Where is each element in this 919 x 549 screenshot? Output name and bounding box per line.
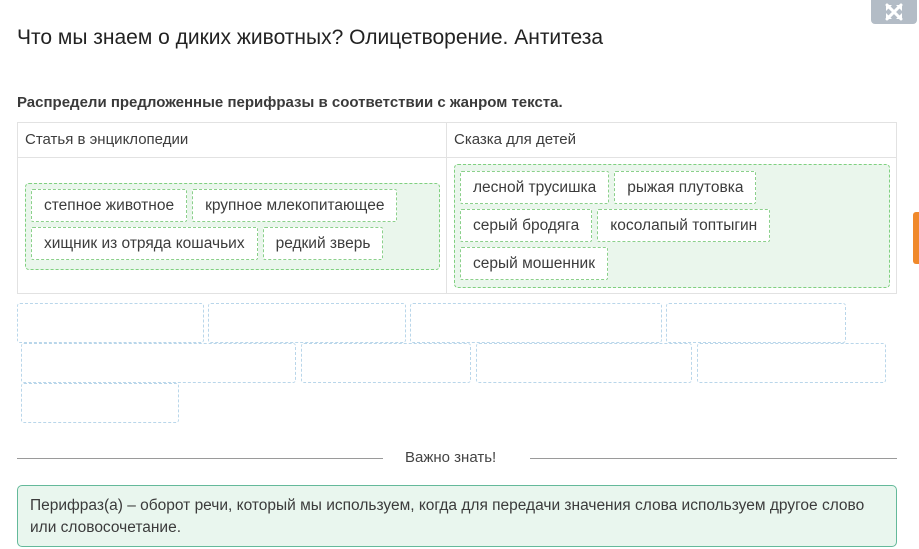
fullscreen-button[interactable]	[871, 0, 917, 24]
empty-chip-slot[interactable]	[476, 343, 692, 383]
answer-chip[interactable]: серый бродяга	[460, 209, 592, 242]
divider-line	[17, 458, 383, 459]
answer-chip[interactable]: косолапый топтыгин	[597, 209, 770, 242]
column-heading: Статья в энциклопедии	[18, 123, 446, 158]
task-instruction: Распредели предложенные перифразы в соответствии с жанром текста.	[17, 94, 563, 111]
answer-chip[interactable]: крупное млекопитающее	[192, 189, 397, 222]
divider-line	[530, 458, 897, 459]
empty-chip-slot[interactable]	[208, 303, 406, 343]
category-column-fairy-tale	[447, 123, 896, 293]
empty-chip-slot[interactable]	[666, 303, 846, 343]
empty-chip-slot[interactable]	[17, 303, 204, 343]
answer-chip[interactable]: лесной трусишка	[460, 171, 609, 204]
side-scroll-tab[interactable]	[913, 212, 919, 264]
answer-chip[interactable]: хищник из отряда кошачьих	[31, 227, 258, 260]
definition-note	[17, 485, 897, 547]
answer-chip[interactable]: редкий зверь	[263, 227, 384, 260]
page-title: Что мы знаем о диких животных? Олицетворение. Антитеза	[17, 26, 604, 49]
column-heading: Сказка для детей	[447, 123, 896, 158]
definition-text: Перифраз(а) – оборот речи, который мы используем, когда для передачи значения слова используем другое слово или словосочетание.	[30, 497, 865, 536]
empty-chip-slot[interactable]	[21, 343, 296, 383]
categories-table	[17, 122, 897, 294]
empty-chip-slot[interactable]	[697, 343, 886, 383]
empty-chip-slot[interactable]	[21, 383, 179, 423]
drop-zone-encyclopedia[interactable]	[25, 183, 440, 270]
answer-chip[interactable]: рыжая плутовка	[614, 171, 756, 204]
answer-chip[interactable]: степное животное	[31, 189, 187, 222]
drop-zone-fairy-tale[interactable]	[454, 164, 890, 288]
empty-chip-slot[interactable]	[410, 303, 662, 343]
answer-chip[interactable]: серый мошенник	[460, 247, 608, 280]
empty-chip-slot[interactable]	[301, 343, 471, 383]
expand-arrows-icon	[884, 3, 904, 21]
category-column-encyclopedia	[18, 123, 447, 293]
important-heading: Важно знать!	[405, 449, 497, 466]
